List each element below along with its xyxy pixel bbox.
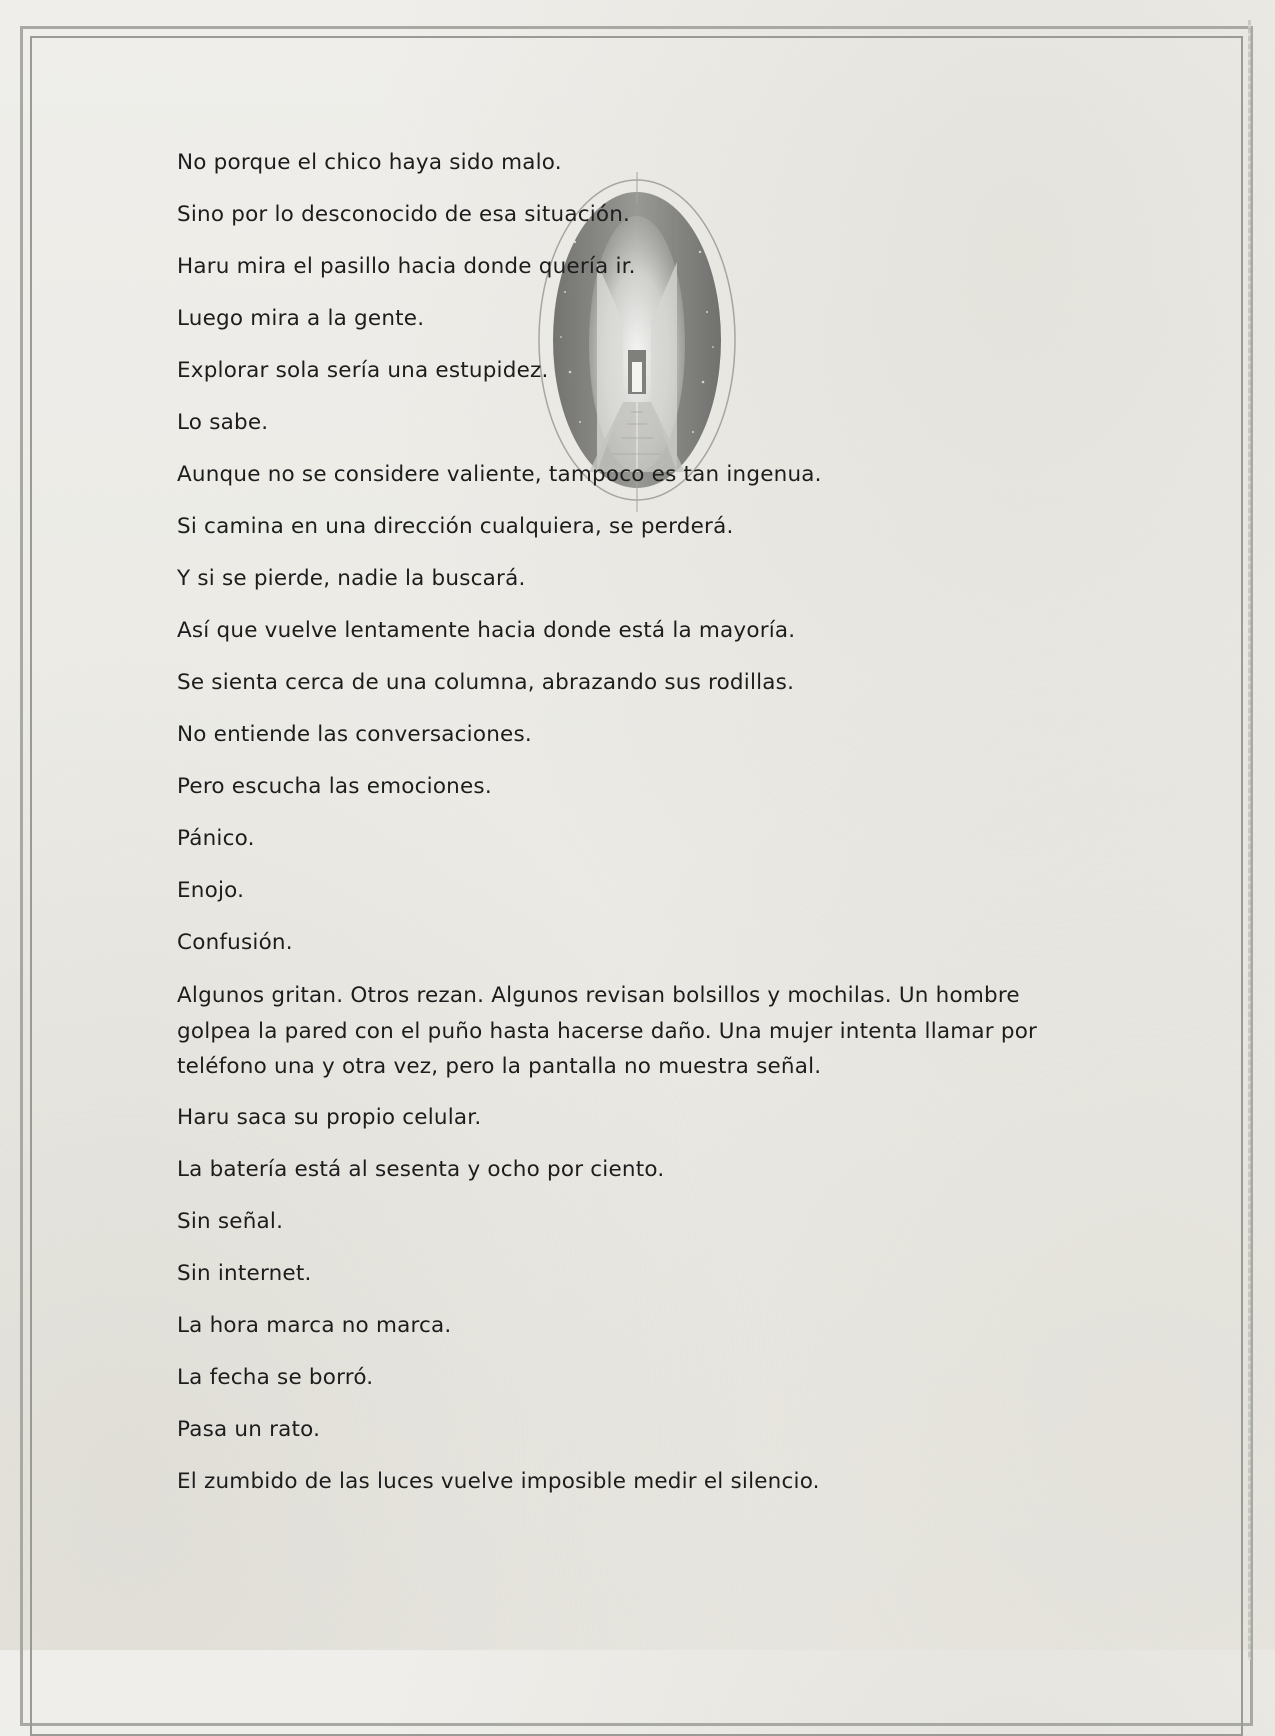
paragraph: Pero escucha las emociones. <box>177 774 492 799</box>
paragraph: No porque el chico haya sido malo. <box>177 150 562 175</box>
story-text <box>177 146 1097 1517</box>
paragraph: Enojo. <box>177 878 245 903</box>
paragraph: Confusión. <box>177 930 293 955</box>
paragraph: Explorar sola sería una estupidez. <box>177 358 549 383</box>
paragraph: Se sienta cerca de una columna, abrazando sus rodillas. <box>177 670 795 695</box>
paragraph: La fecha se borró. <box>177 1364 374 1390</box>
paragraph: Si camina en una dirección cualquiera, se perderá. <box>177 514 734 539</box>
paragraph: Pánico. <box>177 826 255 851</box>
paragraph: La batería está al sesenta y ocho por ciento. <box>177 1156 665 1182</box>
paragraph: Aunque no se considere valiente, tampoco es tan ingenua. <box>177 462 822 487</box>
paragraph: Sino por lo desconocido de esa situación. <box>177 202 631 227</box>
paragraph: La hora marca no marca. <box>177 1312 452 1338</box>
page-border-texture <box>1248 20 1251 1660</box>
paragraph: El zumbido de las luces vuelve imposible medir el silencio. <box>177 1468 820 1494</box>
paragraph: Algunos gritan. Otros rezan. Algunos revisan bolsillos y mochilas. Un hombre golpea la pared con el puño hasta hacerse daño. Una mujer intenta llamar por teléfono una y otra vez, pero la pantalla no muestra señal. <box>177 983 1038 1079</box>
paragraph: Haru saca su propio celular. <box>177 1104 482 1130</box>
paragraph: Luego mira a la gente. <box>177 306 425 331</box>
paragraph: Haru mira el pasillo hacia donde quería ir. <box>177 254 636 279</box>
paragraph: Y si se pierde, nadie la buscará. <box>177 566 526 591</box>
paragraph: Así que vuelve lentamente hacia donde está la mayoría. <box>177 618 796 643</box>
paragraph: Lo sabe. <box>177 410 269 435</box>
paragraph: No entiende las conversaciones. <box>177 722 532 747</box>
paragraph: Sin internet. <box>177 1260 312 1286</box>
paragraph: Sin señal. <box>177 1208 284 1234</box>
paragraph: Pasa un rato. <box>177 1416 321 1442</box>
